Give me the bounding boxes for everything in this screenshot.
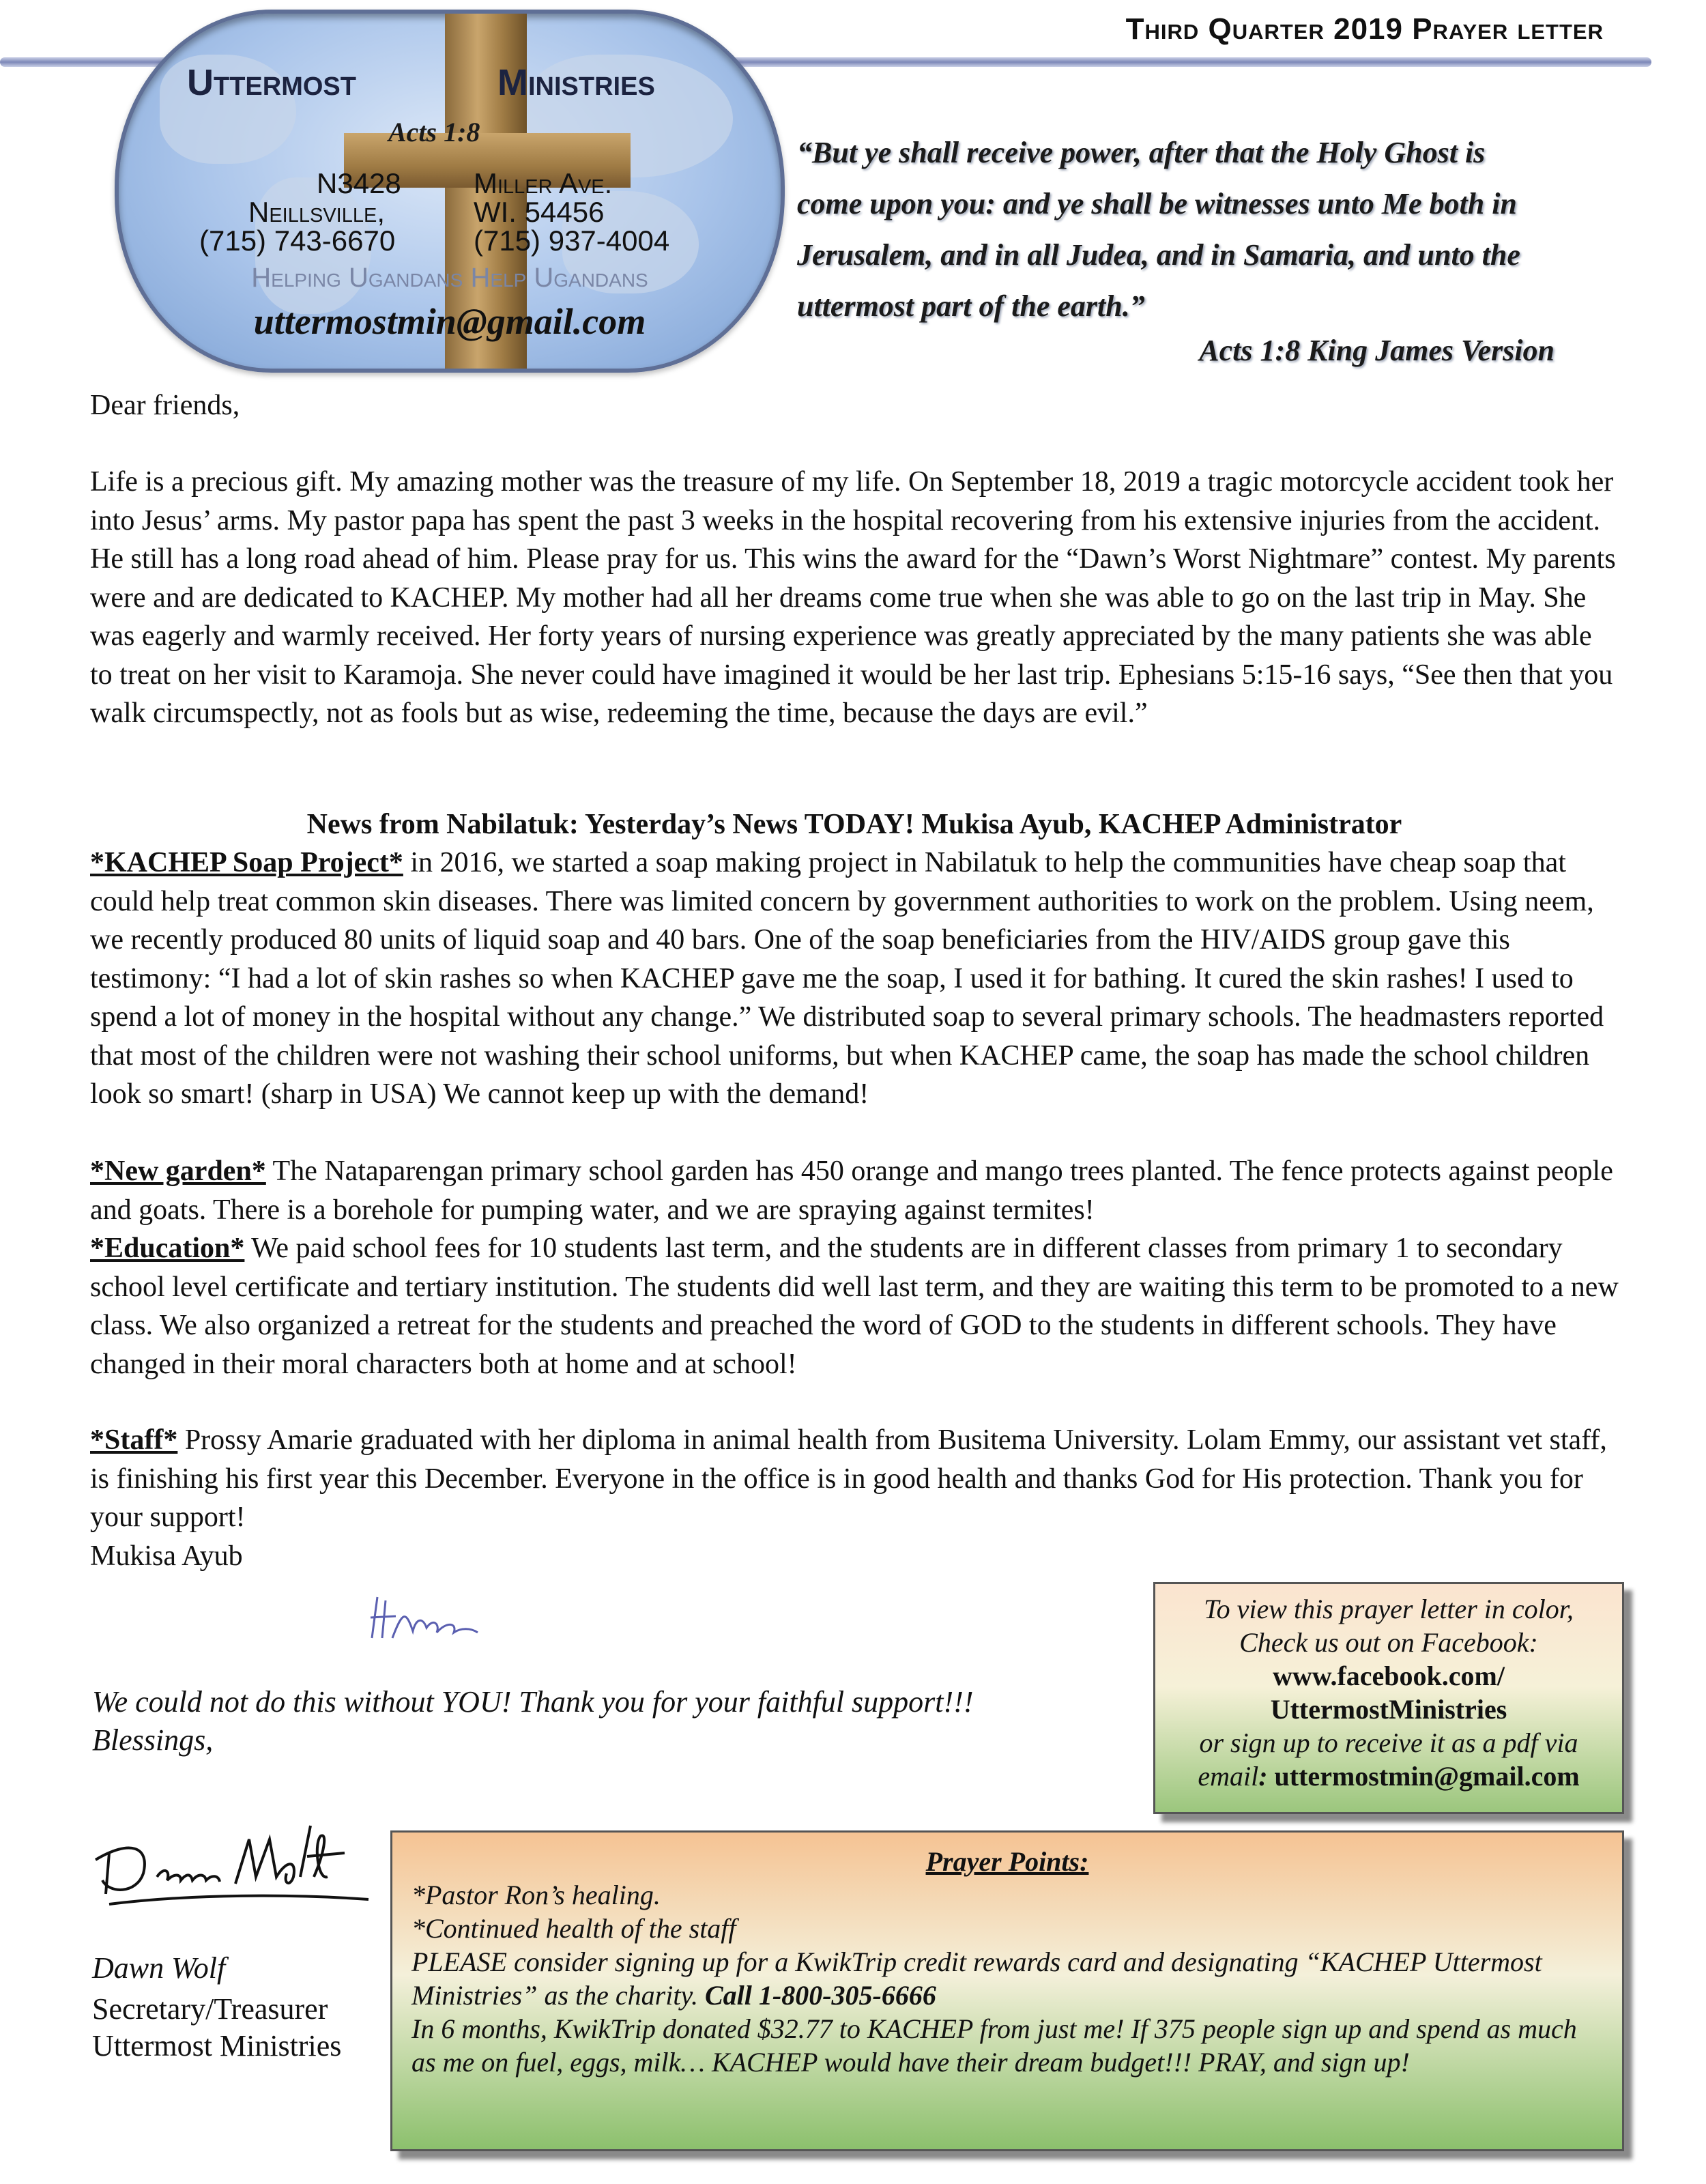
facebook-url[interactable]: www.facebook.com/ [1273,1661,1505,1691]
logo-email: uttermostmin@gmail.com [253,301,646,342]
fb-email-colon: : [1258,1761,1268,1792]
garden-label: *New garden* [90,1155,266,1187]
prayer-point: In 6 months, KwikTrip donated $32.77 to KACHEP from just me! If 375 people sign up and spend as much as me on fuel, eggs, milk… KACHEP would have their dream budget!!! PRAY, and sign up! [411,2013,1577,2078]
news-heading: News from Nabilatuk: Yesterday’s News TODAY! Mukisa Ayub, KACHEP Administrator [306,809,1402,840]
scripture-quote: “But ye shall receive power, after that the Holy Ghost is come upon you: and ye shall be witnesses unto Me both in Jerusalem, and in all Judea, and in Samaria, and unto the uttermost part of the earth.” [797,136,1520,323]
signer-title: Secretary/Treasurer [92,1992,328,2026]
blessings-line: Blessings, [92,1723,214,1757]
call-number: Call 1-800-305-6666 [705,1980,936,2011]
soap-text: in 2016, we started a soap making project in Nabilatuk to help the communities have cheap soap that could help treat common skin diseases. There was limited concern by government authorities to work on the problem. Using neem, we recently produced 80 units of liquid soap and 40 bars. One of the soap beneficiaries from the HIV/AIDS group gave this testimony: “I had a lot of skin rashes so when KACHEP gave me the soap, I used it for bathing. It cured the skin rashes! I used to spend a lot of money in the hospital without any change.” We distributed soap to several primary schools. The headmasters reported that most of the children were not washing their school uniforms, but when KACHEP came, the soap has made the school children look so smart! (sharp in USA) We cannot keep up with the demand! [90,847,1604,1110]
fb-email-link[interactable]: uttermostmin@gmail.com [1267,1761,1580,1792]
fb-line: or sign up to receive it as a pdf via [1199,1727,1578,1758]
staff-section [90,1421,1619,1537]
salutation: Dear friends, [90,390,240,421]
logo-acts: Acts 1:8 [388,117,480,147]
logo-tagline: Helping Ugandans Help Ugandans [251,263,648,293]
logo-name-right: Ministries [497,62,655,103]
prayer-points-title: Prayer Points: [925,1846,1089,1877]
logo-phone: (715) 743-6670 [199,225,396,257]
staff-text: Prossy Amarie graduated with her diploma in animal health from Busitema University. Lolam Emmy, our assistant vet staff, is finishing his first year this December. Everyone in the office is in good health and thanks God for His protection. Thank you for your support! [90,1424,1607,1533]
prayer-point: *Pastor Ron’s healing. [411,1880,661,1910]
ministry-logo [115,10,785,373]
prayer-point: *Continued health of the staff [411,1913,736,1944]
prayer-point [411,1945,1603,2012]
soap-label: *KACHEP Soap Project* [90,847,403,878]
ayub-signature [365,1590,488,1652]
fb-email-prefix: email [1198,1761,1259,1792]
dawn-signature [89,1812,382,1928]
logo-address: Neillsville, [248,196,385,228]
ayub-signoff: Mukisa Ayub [90,1540,243,1572]
fb-line: To view this prayer letter in color, [1204,1594,1574,1624]
logo-address: WI. 54456 [474,196,605,228]
thanks-line: We could not do this without YOU! Thank you for your faithful support!!! [92,1685,974,1719]
signer-name: Dawn Wolf [92,1951,226,1985]
education-text: We paid school fees for 10 students last term, and the students are in different classes from primary 1 to secondary school level certificate and tertiary institution. The students did well last term, and they are waiting this term to be promoted to a new class. We also organized a retreat for the students and preached the word of GOD to the students in different schools. They have changed in their moral characters both at home and at school! [90,1233,1619,1380]
thanks-block [92,1683,973,1759]
logo-address: N3428 [317,167,401,199]
intro-paragraph: Life is a precious gift. My amazing mother was the treasure of my life. On September 18, 2019 a tragic motorcycle accident took her into Jesus’ arms. My pastor papa has spent the past 3 weeks in the hospital recovering from his extensive injuries from the accident. He still has a long road ahead of him. Please pray for us. This wins the award for the “Dawn’s Worst Nightmare” contest. My parents were and are dedicated to KACHEP. My mother had all her dreams come true when she was able to go on the last trip in May. She was eagerly and warmly received. Her forty years of nursing experience was greatly appreciated by the many patients she was able to treat on her visit to Karamoja. She never could have imagined it would be her last trip. Ephesians 5:15-16 says, “See then that you walk circumspectly, not as fools but as wise, redeeming the time, because the days are evil.” [90,466,1616,729]
prayer-point-text: PLEASE consider signing up for a KwikTrip credit rewards card and designating “KACHEP Uttermost Ministries” as the charity. [411,1946,1542,2011]
garden-section [90,1152,1619,1229]
letter-title: Third Quarter 2019 Prayer letter [1125,12,1604,46]
facebook-info-box [1153,1582,1624,1814]
education-label: *Education* [90,1233,245,1264]
prayer-points-box [390,1830,1624,2151]
soap-section [90,844,1619,1114]
logo-address: Miller Ave. [474,167,613,199]
facebook-url[interactable]: UttermostMinistries [1270,1694,1507,1725]
education-section [90,1229,1619,1383]
scripture-reference: Acts 1:8 King James Version [1199,334,1555,367]
staff-label: *Staff* [90,1424,178,1456]
logo-phone: (715) 937-4004 [474,225,670,257]
garden-text: The Nataparengan primary school garden has 450 orange and mango trees planted. The fence protects against people and goats. There is a borehole for pumping water, and we are spraying against termites! [90,1155,1613,1226]
fb-email-line [1155,1759,1622,1793]
logo-name-left: Uttermost [187,62,356,103]
fb-line: Check us out on Facebook: [1239,1627,1538,1658]
signer-organization: Uttermost Ministries [92,2029,342,2063]
